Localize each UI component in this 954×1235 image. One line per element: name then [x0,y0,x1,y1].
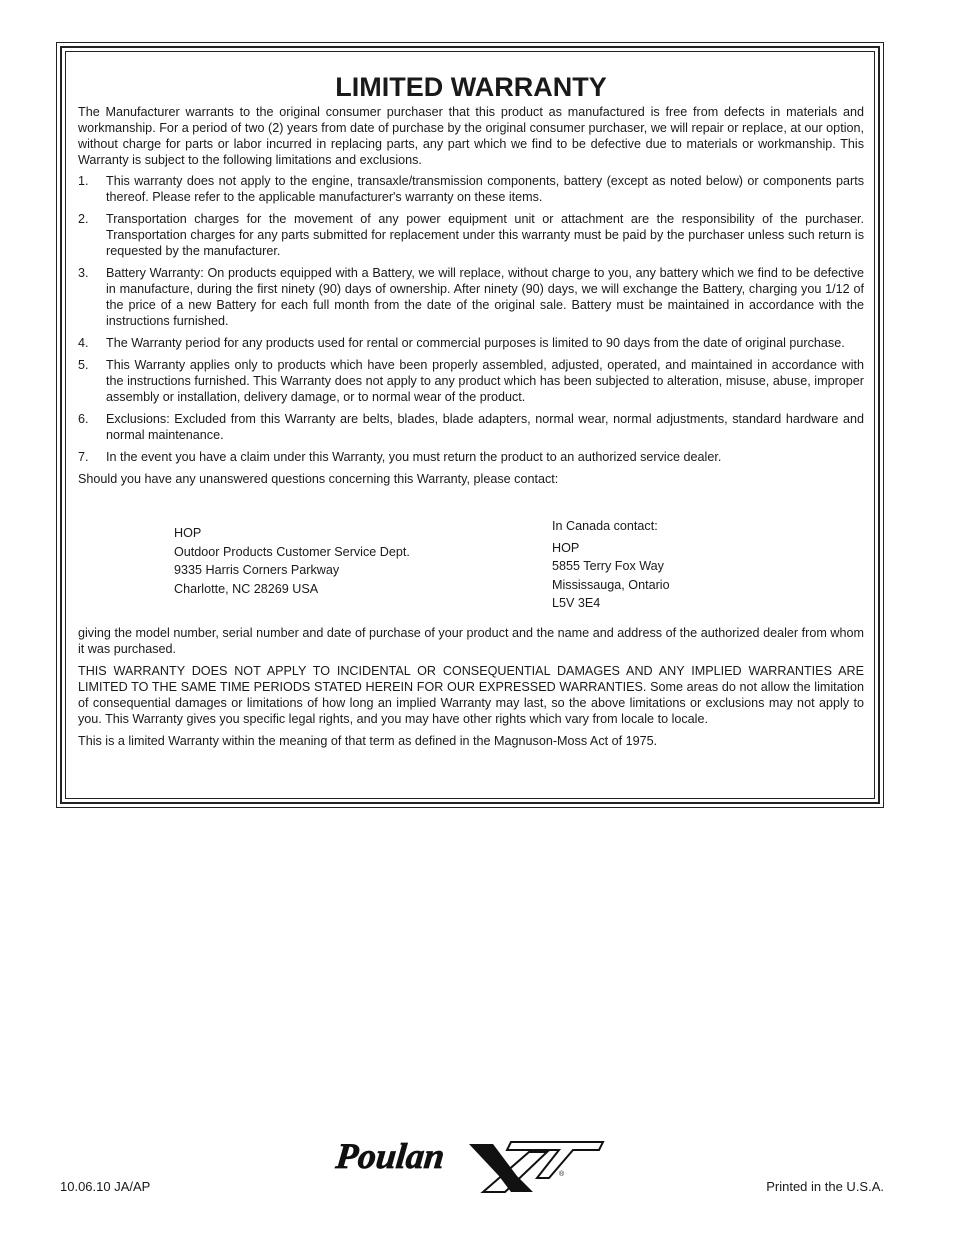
list-item-number: 6. [78,412,89,426]
canada-address-line: 5855 Terry Fox Way [552,559,664,573]
contact-addresses [78,487,864,619]
logo-x-stroke [469,1144,533,1192]
us-address-line: HOP [174,526,202,540]
us-address-line: Charlotte, NC 28269 USA [174,581,319,596]
list-item [78,173,864,205]
logo-registered: ® [559,1171,565,1178]
list-item [78,411,864,443]
list-item-number: 1. [78,174,89,188]
list-item-text: Transportation charges for the movement of any power equipment unit or attachment are the responsibility of the purchaser. Transportation charges for any parts submitted for replacement under this warranty must be paid by the purchaser unless such return is requested by the manufacturer. [106,212,864,258]
list-item-number: 4. [78,336,89,350]
list-item-number: 7. [78,450,89,464]
list-item-number: 5. [78,358,89,372]
us-address-line: Outdoor Products Customer Service Dept. [174,544,410,559]
us-address-line: 9335 Harris Corners Parkway [174,563,340,577]
list-item [78,211,864,259]
canada-address-heading: In Canada contact: [552,519,658,533]
page-title: LIMITED WARRANTY [335,72,607,102]
list-item-text: The Warranty period for any products used for rental or commercial purposes is limited to 90 days from the date of original purchase. [106,336,845,350]
list-item-number: 2. [78,212,89,226]
list-item-text: This warranty does not apply to the engine, transaxle/transmission components, battery (except as noted below) or components parts thereof. Please refer to the applicable manufacturer's warranty on these items. [106,174,864,204]
list-item-text: This Warranty applies only to products which have been properly assembled, adjusted, operated, and maintained in accordance with the instructions furnished. This Warranty does not apply to any product which has been subjected to alteration, misuse, abuse, improper assembly or installation, delivery damage, or to normal wear of the product. [106,358,864,404]
contact-question: Should you have any unanswered questions concerning this Warranty, please contact: [78,472,559,486]
logo-t-stroke [507,1142,603,1178]
final-note: This is a limited Warranty within the meaning of that term as defined in the Magnuson-Moss Act of 1975. [78,734,658,748]
list-item-number: 3. [78,266,89,280]
list-item [78,335,864,351]
printed-in: Printed in the U.S.A. [766,1179,884,1194]
canada-address [552,517,670,613]
logo-brand-text: Poulan [334,1136,447,1176]
after-address-paragraph: giving the model number, serial number and date of purchase of your product and the name and address of the authorized dealer from whom it was purchased. [78,626,864,656]
warranty-items-list [78,173,864,465]
disclaimer-paragraph: THIS WARRANTY DOES NOT APPLY TO INCIDENTAL OR CONSEQUENTIAL DAMAGES AND ANY IMPLIED WARRANTIES ARE LIMITED TO THE SAME TIME PERIODS STATED HEREIN FOR OUR EXPRESSED WARRANTIES. Some areas do not allow the limitation of consequential damages or limitations of how long an implied Warranty may last, so the above limitations or exclusions may not apply to you. This Warranty gives you specific legal rights, and you may have other rights which vary from locale to locale. [78,664,864,726]
list-item-text: In the event you have a claim under this Warranty, you must return the product to an authorized service dealer. [106,450,722,464]
canada-address-line: L5V 3E4 [552,596,601,610]
canada-address-line: HOP [552,540,580,555]
intro-paragraph: The Manufacturer warrants to the original consumer purchaser that this product as manufactured is free from defects in materials and workmanship. For a period of two (2) years from date of purchase by the original consumer purchaser, we will repair or replace, at our option, without charge for parts or labor incurred in replacing parts, any part which we find to be defective due to materials or workmanship. This Warranty is subject to the following limitations and exclusions. [78,105,864,167]
list-item [78,265,864,329]
list-item-text: Battery Warranty: On products equipped with a Battery, we will replace, without charge to you, any battery which we find to be defective in manufacture, during the first ninety (90) days of ownership. After ninety (90) days, we will exchange the Battery, charging you 1/12 of the price of a new Battery for each full month from the date of the original sale. Battery must be maintained in accordance with the instructions furnished. [106,266,864,328]
warranty-content [78,70,864,749]
document-code: 10.06.10 JA/AP [60,1179,151,1194]
list-item [78,449,864,465]
poulan-xt-logo [333,1130,605,1198]
us-address [174,524,410,598]
list-item [78,357,864,405]
canada-address-line: Mississauga, Ontario [552,577,670,592]
list-item-text: Exclusions: Excluded from this Warranty are belts, blades, blade adapters, normal wear, normal adjustments, standard hardware and normal maintenance. [106,412,864,442]
